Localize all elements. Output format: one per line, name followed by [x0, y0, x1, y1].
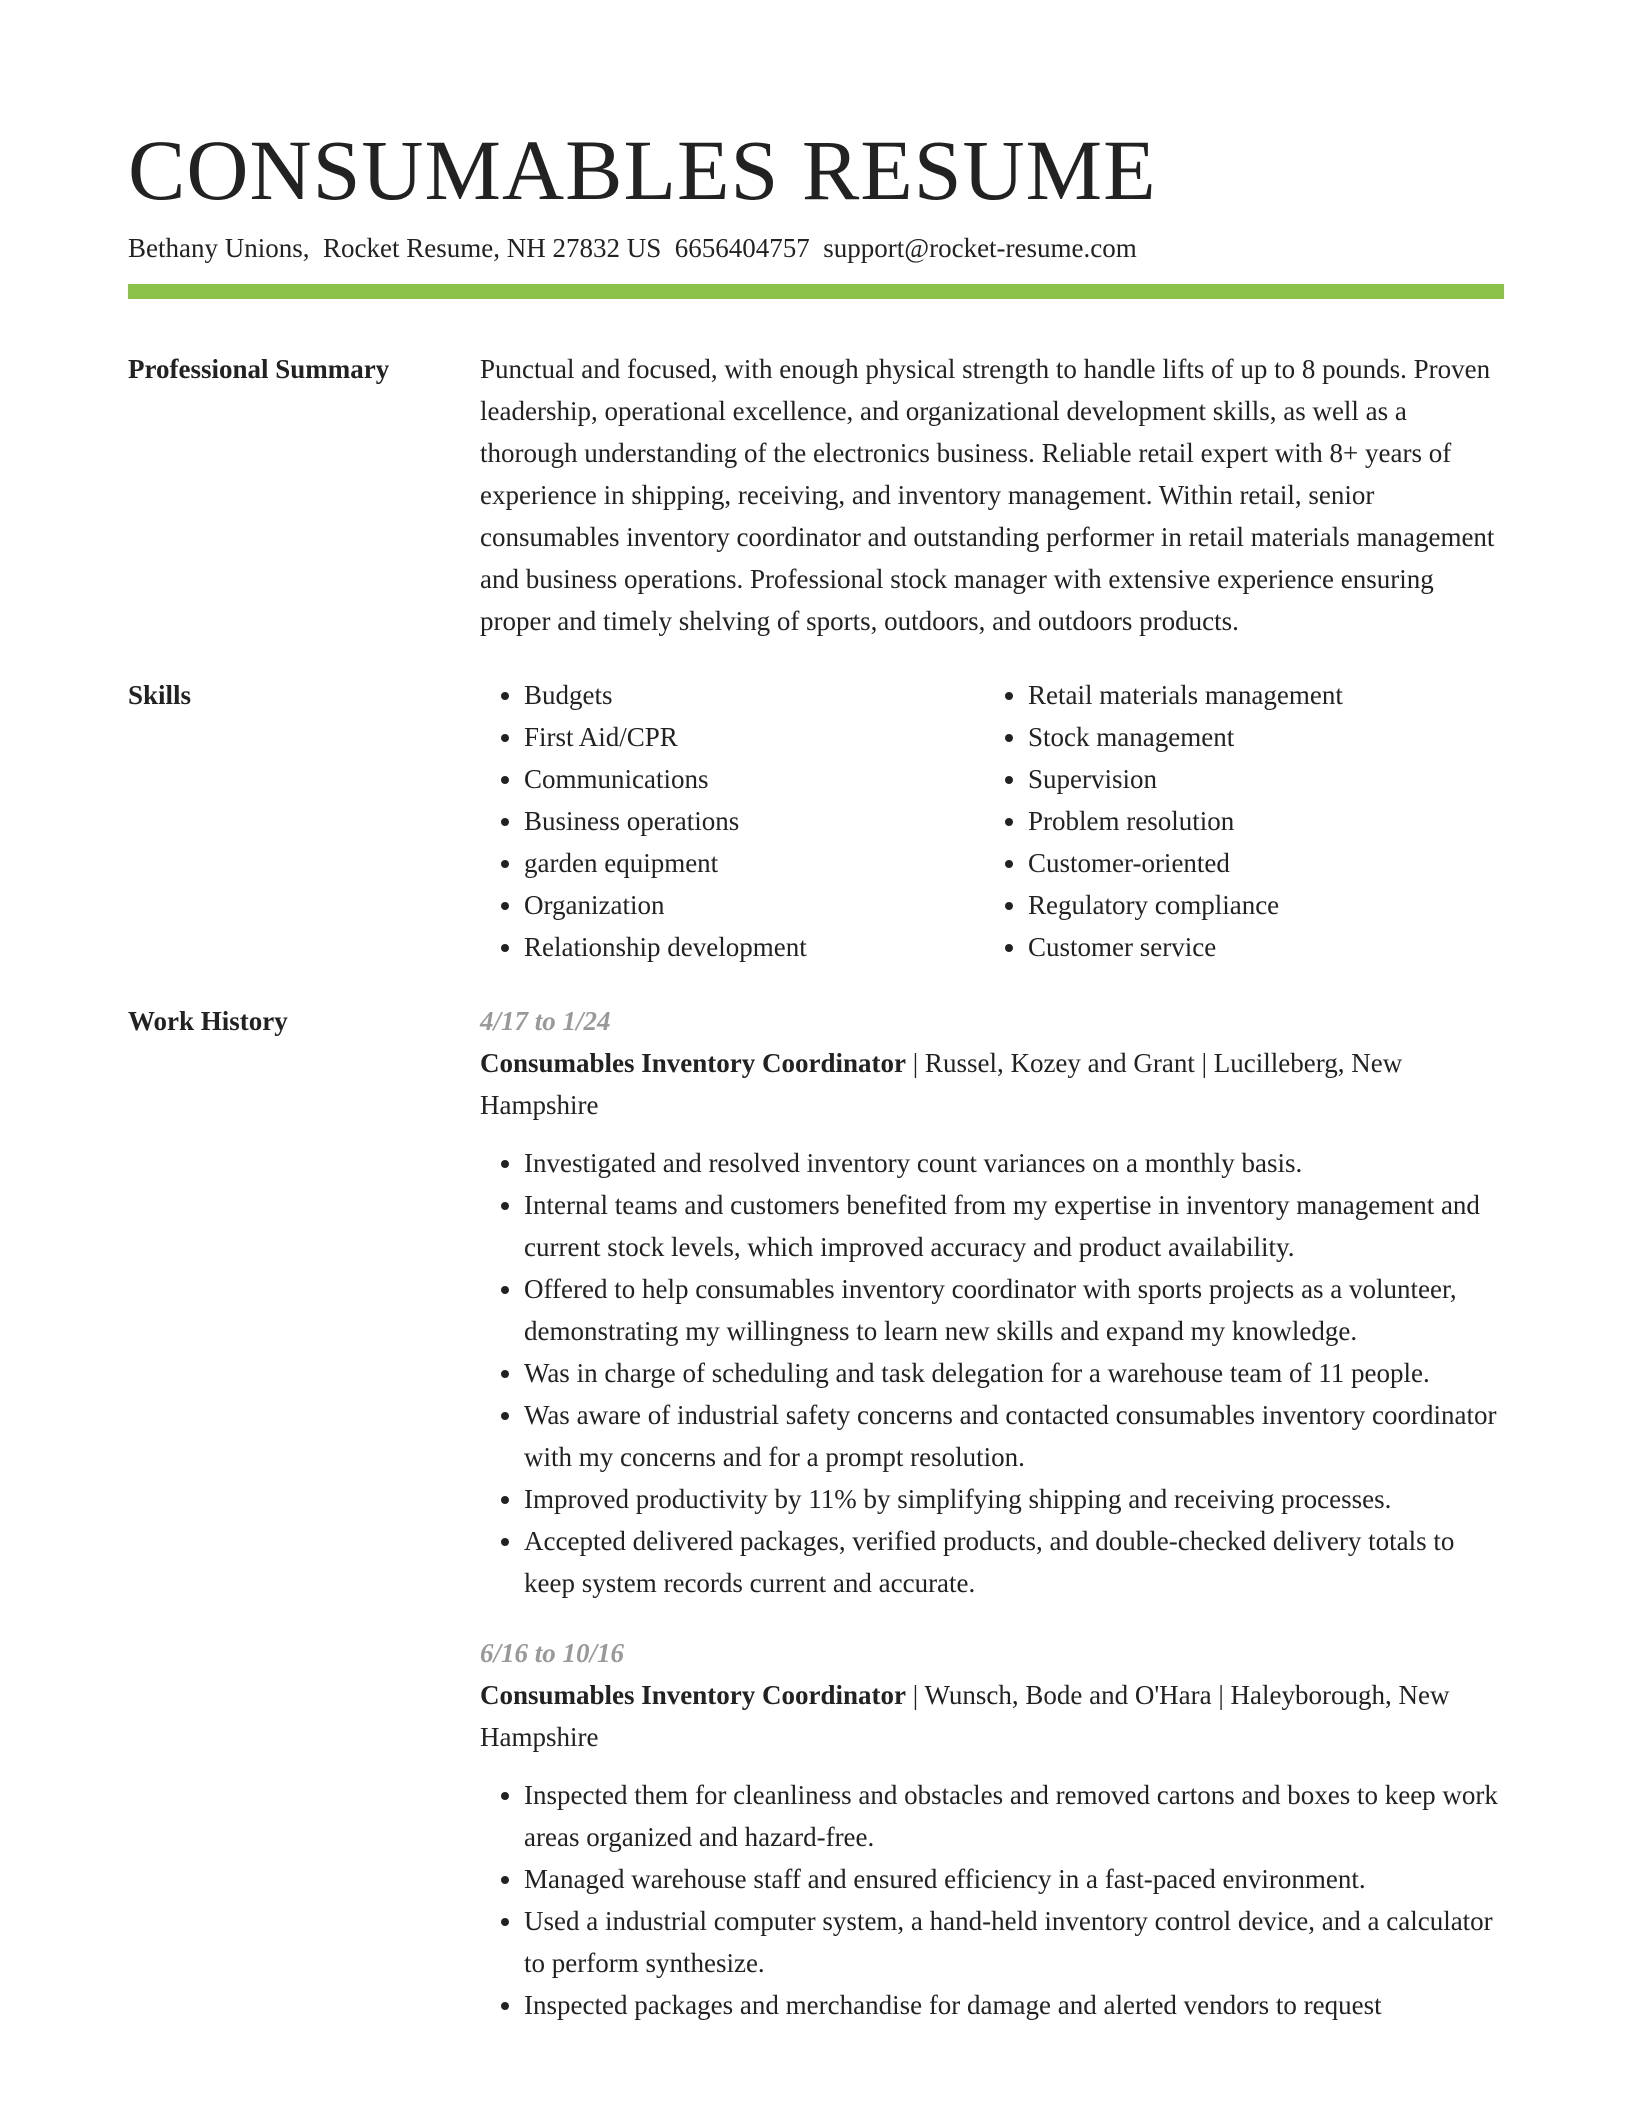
job-heading	[480, 1042, 1504, 1126]
section-label: Skills	[128, 680, 192, 710]
job-bullet: • Internal teams and customers benefited from my expertise in inventory management and current stock levels, which improved accuracy and product availability.	[524, 1184, 1504, 1268]
contact-phone: 6656404757	[674, 233, 810, 263]
contact-email: support@rocket-resume.com	[823, 233, 1137, 263]
skill-item: • Customer-oriented	[1028, 842, 1488, 884]
job-bullets	[480, 1774, 1504, 2026]
job-bullet: • Used a industrial computer system, a hand-held inventory control device, and a calculator to perform synthesize.	[524, 1900, 1504, 1984]
skills-section	[128, 674, 1504, 968]
skill-item: • Organization	[524, 884, 984, 926]
skill-item: • First Aid/CPR	[524, 716, 984, 758]
job-entry	[480, 1632, 1504, 2026]
job-bullet: • Was aware of industrial safety concerns and contacted consumables inventory coordinator with my concerns and for a prompt resolution.	[524, 1394, 1504, 1478]
job-bullet: • Accepted delivered packages, verified products, and double-checked delivery totals to keep system records current and accurate.	[524, 1520, 1504, 1604]
work-history-section	[128, 1000, 1504, 2026]
job-title: Consumables Inventory Coordinator	[480, 1048, 907, 1078]
job-dates: 6/16 to 10/16	[480, 1638, 625, 1668]
skill-item: • Budgets	[524, 674, 984, 716]
job-entry	[480, 1000, 1504, 1604]
skill-item: • Relationship development	[524, 926, 984, 968]
job-title: Consumables Inventory Coordinator	[480, 1680, 907, 1710]
job-bullet: • Improved productivity by 11% by simplifying shipping and receiving processes.	[524, 1478, 1504, 1520]
contact-line	[128, 230, 1504, 266]
skills-list-right	[984, 674, 1488, 968]
skill-item: • Supervision	[1028, 758, 1488, 800]
skills-columns	[480, 674, 1504, 968]
job-heading	[480, 1674, 1504, 1758]
job-bullet: • Inspected packages and merchandise for damage and alerted vendors to request	[524, 1984, 1504, 2026]
section-label: Professional Summary	[128, 354, 390, 384]
job-bullets	[480, 1142, 1504, 1604]
skill-item: • garden equipment	[524, 842, 984, 884]
job-employer-location: | Russel, Kozey and Grant | Lucilleberg, New Hampshire	[480, 1048, 1403, 1120]
summary-text: Punctual and focused, with enough physical strength to handle lifts of up to 8 pounds. Proven leadership, operational excellence, and organizational development skills, as well as a thorough understanding of the electronics business. Reliable retail expert with 8+ years of experience in shipping, receiving, and inventory management. Within retail, senior consumables inventory coordinator and outstanding performer in retail materials management and business operations. Professional stock manager with extensive experience ensuring proper and timely shelving of sports, outdoors, and outdoors products.	[480, 354, 1495, 636]
contact-address: Rocket Resume, NH 27832 US	[323, 233, 662, 263]
job-dates: 4/17 to 1/24	[480, 1006, 611, 1036]
section-label: Work History	[128, 1006, 288, 1036]
skill-item: • Regulatory compliance	[1028, 884, 1488, 926]
skill-item: • Business operations	[524, 800, 984, 842]
job-bullet: • Inspected them for cleanliness and obstacles and removed cartons and boxes to keep work areas organized and hazard-free.	[524, 1774, 1504, 1858]
job-bullet: • Managed warehouse staff and ensured efficiency in a fast-paced environment.	[524, 1858, 1504, 1900]
skill-item: • Stock management	[1028, 716, 1488, 758]
job-bullet: • Investigated and resolved inventory count variances on a monthly basis.	[524, 1142, 1504, 1184]
skills-list-left	[480, 674, 984, 968]
header-divider	[128, 284, 1504, 299]
skill-item: • Retail materials management	[1028, 674, 1488, 716]
resume-page	[128, 120, 1504, 2026]
job-bullet: • Was in charge of scheduling and task delegation for a warehouse team of 11 people.	[524, 1352, 1504, 1394]
jobs-list	[480, 1000, 1504, 2026]
summary-section	[128, 348, 1504, 642]
contact-name: Bethany Unions,	[128, 233, 310, 263]
skill-item: • Communications	[524, 758, 984, 800]
skill-item: • Customer service	[1028, 926, 1488, 968]
skill-item: • Problem resolution	[1028, 800, 1488, 842]
job-employer-location: | Wunsch, Bode and O'Hara | Haleyborough, New Hampshire	[480, 1680, 1450, 1752]
resume-title: CONSUMABLES RESUME	[128, 122, 1157, 218]
job-bullet: • Offered to help consumables inventory coordinator with sports projects as a volunteer, demonstrating my willingness to learn new skills and expand my knowledge.	[524, 1268, 1504, 1352]
